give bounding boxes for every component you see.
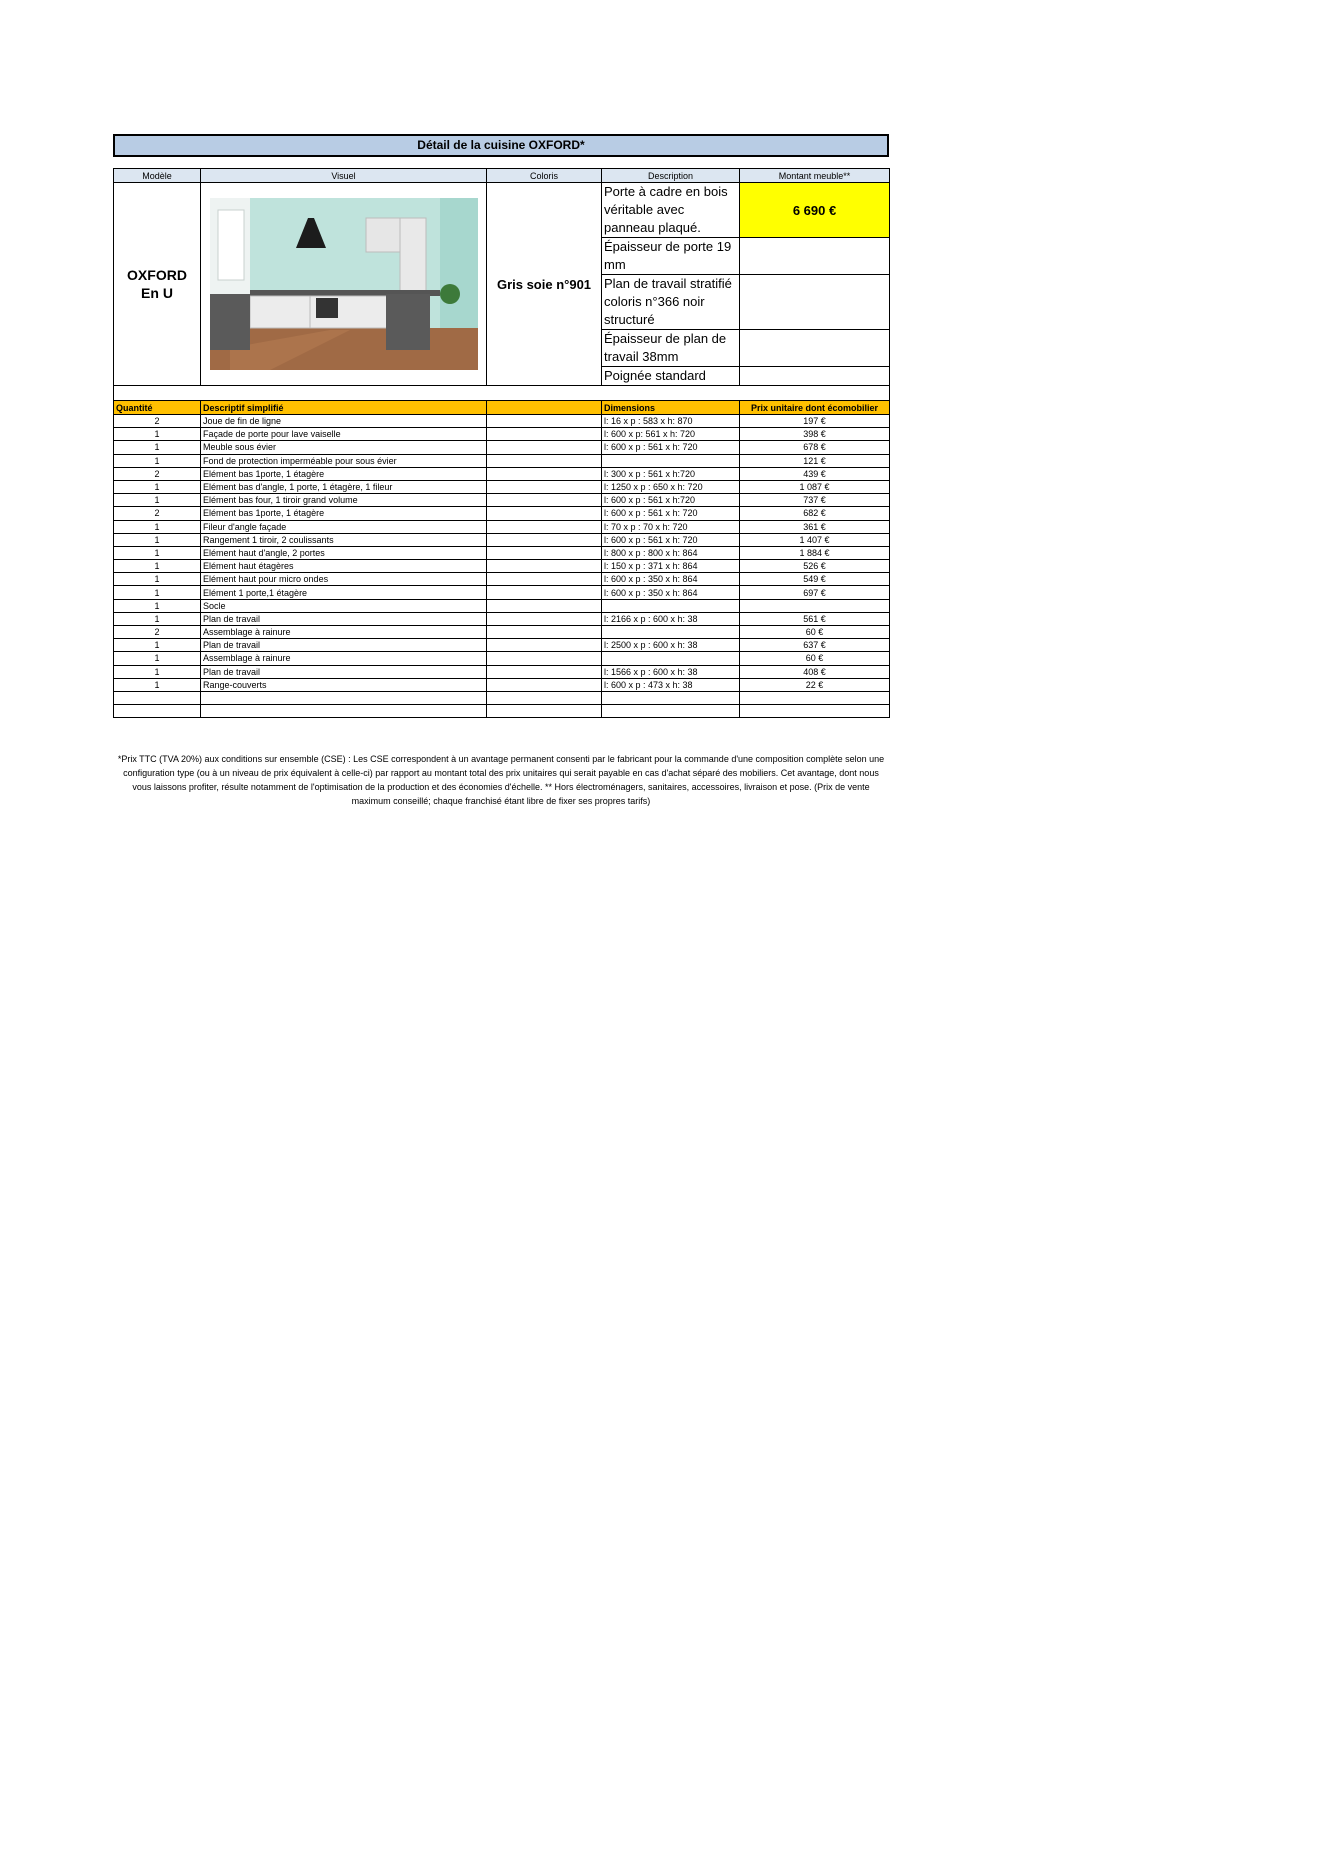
item-description: Elément bas 1porte, 1 étagère (201, 467, 487, 480)
table-row (114, 441, 890, 454)
item-price: 60 € (740, 626, 890, 639)
header-descriptif: Descriptif simplifié (201, 401, 487, 415)
item-dimensions (602, 691, 740, 704)
item-price: 549 € (740, 573, 890, 586)
item-price: 408 € (740, 665, 890, 678)
item-description: Assemblage à rainure (201, 626, 487, 639)
header-prix: Prix unitaire dont écomobilier (740, 401, 890, 415)
item-dimensions: l: 16 x p : 583 x h: 870 (602, 415, 740, 428)
item-dimensions: l: 300 x p : 561 x h:720 (602, 467, 740, 480)
table-row (114, 454, 890, 467)
item-description (201, 691, 487, 704)
item-description: Plan de travail (201, 612, 487, 625)
item-dimensions: l: 2166 x p : 600 x h: 38 (602, 612, 740, 625)
item-blank (487, 546, 602, 559)
item-quantity (114, 691, 201, 704)
header-visuel: Visuel (201, 169, 487, 183)
description-line: Plan de travail stratifié coloris n°366 noir structuré (602, 275, 740, 330)
header-montant: Montant meuble** (740, 169, 890, 183)
total-price: 6 690 € (740, 183, 890, 238)
item-dimensions: l: 600 x p : 473 x h: 38 (602, 678, 740, 691)
item-blank (487, 467, 602, 480)
item-dimensions (602, 626, 740, 639)
item-dimensions: l: 600 x p : 561 x h:720 (602, 494, 740, 507)
item-quantity: 1 (114, 454, 201, 467)
item-blank (487, 520, 602, 533)
table-row (114, 520, 890, 533)
item-blank (487, 560, 602, 573)
item-price: 1 087 € (740, 480, 890, 493)
table-row (114, 415, 890, 428)
item-price: 439 € (740, 467, 890, 480)
item-quantity: 1 (114, 520, 201, 533)
item-description: Assemblage à rainure (201, 652, 487, 665)
item-price: 121 € (740, 454, 890, 467)
item-quantity: 1 (114, 546, 201, 559)
visual-cell (201, 183, 487, 386)
item-blank (487, 705, 602, 718)
item-dimensions: l: 600 x p: 561 x h: 720 (602, 428, 740, 441)
item-blank (487, 665, 602, 678)
item-description: Joue de fin de ligne (201, 415, 487, 428)
item-description: Plan de travail (201, 639, 487, 652)
item-quantity: 1 (114, 586, 201, 599)
item-quantity: 1 (114, 480, 201, 493)
item-description: Meuble sous évier (201, 441, 487, 454)
description-line: Poignée standard (602, 367, 740, 386)
item-price: 637 € (740, 639, 890, 652)
model-layout: En U (141, 285, 173, 301)
item-dimensions: l: 600 x p : 561 x h: 720 (602, 533, 740, 546)
item-description: Elément bas 1porte, 1 étagère (201, 507, 487, 520)
item-quantity: 1 (114, 560, 201, 573)
header-modele: Modèle (114, 169, 201, 183)
item-dimensions: l: 1250 x p : 650 x h: 720 (602, 480, 740, 493)
table-row (114, 586, 890, 599)
table-row (114, 533, 890, 546)
item-quantity (114, 705, 201, 718)
item-blank (487, 480, 602, 493)
item-price: 197 € (740, 415, 890, 428)
item-blank (487, 573, 602, 586)
kitchen-photo (210, 198, 478, 370)
empty-cell (740, 367, 890, 386)
description-line: Porte à cadre en bois véritable avec panneau plaqué. (602, 183, 740, 238)
item-blank (487, 691, 602, 704)
item-dimensions: l: 600 x p : 350 x h: 864 (602, 586, 740, 599)
item-quantity: 2 (114, 507, 201, 520)
model-table (113, 168, 890, 405)
description-line: Épaisseur de plan de travail 38mm (602, 330, 740, 367)
page-title: Détail de la cuisine OXFORD* (113, 134, 889, 157)
empty-cell (740, 238, 890, 275)
table-row (114, 612, 890, 625)
item-blank (487, 626, 602, 639)
item-dimensions: l: 600 x p : 561 x h: 720 (602, 507, 740, 520)
item-price: 361 € (740, 520, 890, 533)
item-price: 398 € (740, 428, 890, 441)
table-row (114, 665, 890, 678)
item-quantity: 1 (114, 533, 201, 546)
model-name: OXFORD (127, 267, 187, 283)
item-blank (487, 612, 602, 625)
table-row (114, 494, 890, 507)
item-quantity: 1 (114, 612, 201, 625)
table-row (114, 560, 890, 573)
item-quantity: 1 (114, 494, 201, 507)
item-price: 60 € (740, 652, 890, 665)
item-description: Elément haut étagères (201, 560, 487, 573)
item-description: Fond de protection imperméable pour sous évier (201, 454, 487, 467)
header-description: Description (602, 169, 740, 183)
model-cell (114, 183, 201, 386)
table-row (114, 639, 890, 652)
item-description: Elément haut pour micro ondes (201, 573, 487, 586)
items-table (113, 400, 890, 718)
header-dimensions: Dimensions (602, 401, 740, 415)
item-quantity: 1 (114, 652, 201, 665)
item-dimensions: l: 70 x p : 70 x h: 720 (602, 520, 740, 533)
item-description: Rangement 1 tiroir, 2 coulissants (201, 533, 487, 546)
item-description: Elément 1 porte,1 étagère (201, 586, 487, 599)
item-dimensions (602, 454, 740, 467)
item-price: 678 € (740, 441, 890, 454)
item-description: Range-couverts (201, 678, 487, 691)
item-dimensions: l: 600 x p : 561 x h: 720 (602, 441, 740, 454)
table-row (114, 599, 890, 612)
item-quantity: 1 (114, 665, 201, 678)
item-dimensions: l: 800 x p : 800 x h: 864 (602, 546, 740, 559)
item-description (201, 705, 487, 718)
item-description: Plan de travail (201, 665, 487, 678)
item-blank (487, 415, 602, 428)
table-row (114, 678, 890, 691)
table-row (114, 480, 890, 493)
table-row (114, 652, 890, 665)
item-blank (487, 507, 602, 520)
item-blank (487, 586, 602, 599)
description-line: Épaisseur de porte 19 mm (602, 238, 740, 275)
table-row (114, 705, 890, 718)
item-quantity: 2 (114, 626, 201, 639)
item-blank (487, 441, 602, 454)
item-description: Elément bas d'angle, 1 porte, 1 étagère, 1 fileur (201, 480, 487, 493)
item-quantity: 2 (114, 415, 201, 428)
item-blank (487, 428, 602, 441)
table-row (114, 573, 890, 586)
item-dimensions: l: 2500 x p : 600 x h: 38 (602, 639, 740, 652)
item-price: 737 € (740, 494, 890, 507)
item-blank (487, 599, 602, 612)
coloris-cell: Gris soie n°901 (487, 183, 602, 386)
item-description: Elément haut d'angle, 2 portes (201, 546, 487, 559)
item-blank (487, 494, 602, 507)
footnote: *Prix TTC (TVA 20%) aux conditions sur ensemble (CSE) : Les CSE correspondent à un avantage permanent consenti par le fabricant pour la commande d'une composition complète selon une configuration type (ou à un niveau de prix équivalent à celle-ci) par rapport au montant total des prix unitaires qui serait payable en cas d'achat séparé des mobiliers. Cet avantage, dont nous vous laissons profiter, résulte notamment de l'optimisation de la production et des économies d'échelle. ** Hors électroménagers, sanitaires, accessoires, livraison et pose. (Prix de vente maximum conseillé; chaque franchisé étant libre de fixer ses propres tarifs) (117, 754, 885, 806)
item-quantity: 1 (114, 678, 201, 691)
item-dimensions (602, 599, 740, 612)
item-price: 682 € (740, 507, 890, 520)
table-row (114, 626, 890, 639)
item-price (740, 705, 890, 718)
header-coloris: Coloris (487, 169, 602, 183)
item-blank (487, 652, 602, 665)
header-blank (487, 401, 602, 415)
item-dimensions: l: 1566 x p : 600 x h: 38 (602, 665, 740, 678)
item-dimensions (602, 705, 740, 718)
item-blank (487, 454, 602, 467)
item-quantity: 1 (114, 441, 201, 454)
header-quantite: Quantité (114, 401, 201, 415)
item-quantity: 1 (114, 639, 201, 652)
item-price: 697 € (740, 586, 890, 599)
item-description: Façade de porte pour lave vaiselle (201, 428, 487, 441)
item-quantity: 1 (114, 573, 201, 586)
item-blank (487, 678, 602, 691)
item-price (740, 599, 890, 612)
item-description: Socle (201, 599, 487, 612)
item-price: 22 € (740, 678, 890, 691)
item-dimensions: l: 600 x p : 350 x h: 864 (602, 573, 740, 586)
item-quantity: 1 (114, 428, 201, 441)
empty-cell (740, 330, 890, 367)
table-row (114, 428, 890, 441)
table-row (114, 546, 890, 559)
item-price: 526 € (740, 560, 890, 573)
item-description: Elément bas four, 1 tiroir grand volume (201, 494, 487, 507)
item-dimensions: l: 150 x p : 371 x h: 864 (602, 560, 740, 573)
item-quantity: 2 (114, 467, 201, 480)
item-price: 1 884 € (740, 546, 890, 559)
item-description: Fileur d'angle façade (201, 520, 487, 533)
item-blank (487, 639, 602, 652)
item-price: 561 € (740, 612, 890, 625)
item-price: 1 407 € (740, 533, 890, 546)
table-row (114, 691, 890, 704)
item-price (740, 691, 890, 704)
item-dimensions (602, 652, 740, 665)
table-row (114, 467, 890, 480)
table-row (114, 507, 890, 520)
empty-cell (740, 275, 890, 330)
item-quantity: 1 (114, 599, 201, 612)
item-blank (487, 533, 602, 546)
